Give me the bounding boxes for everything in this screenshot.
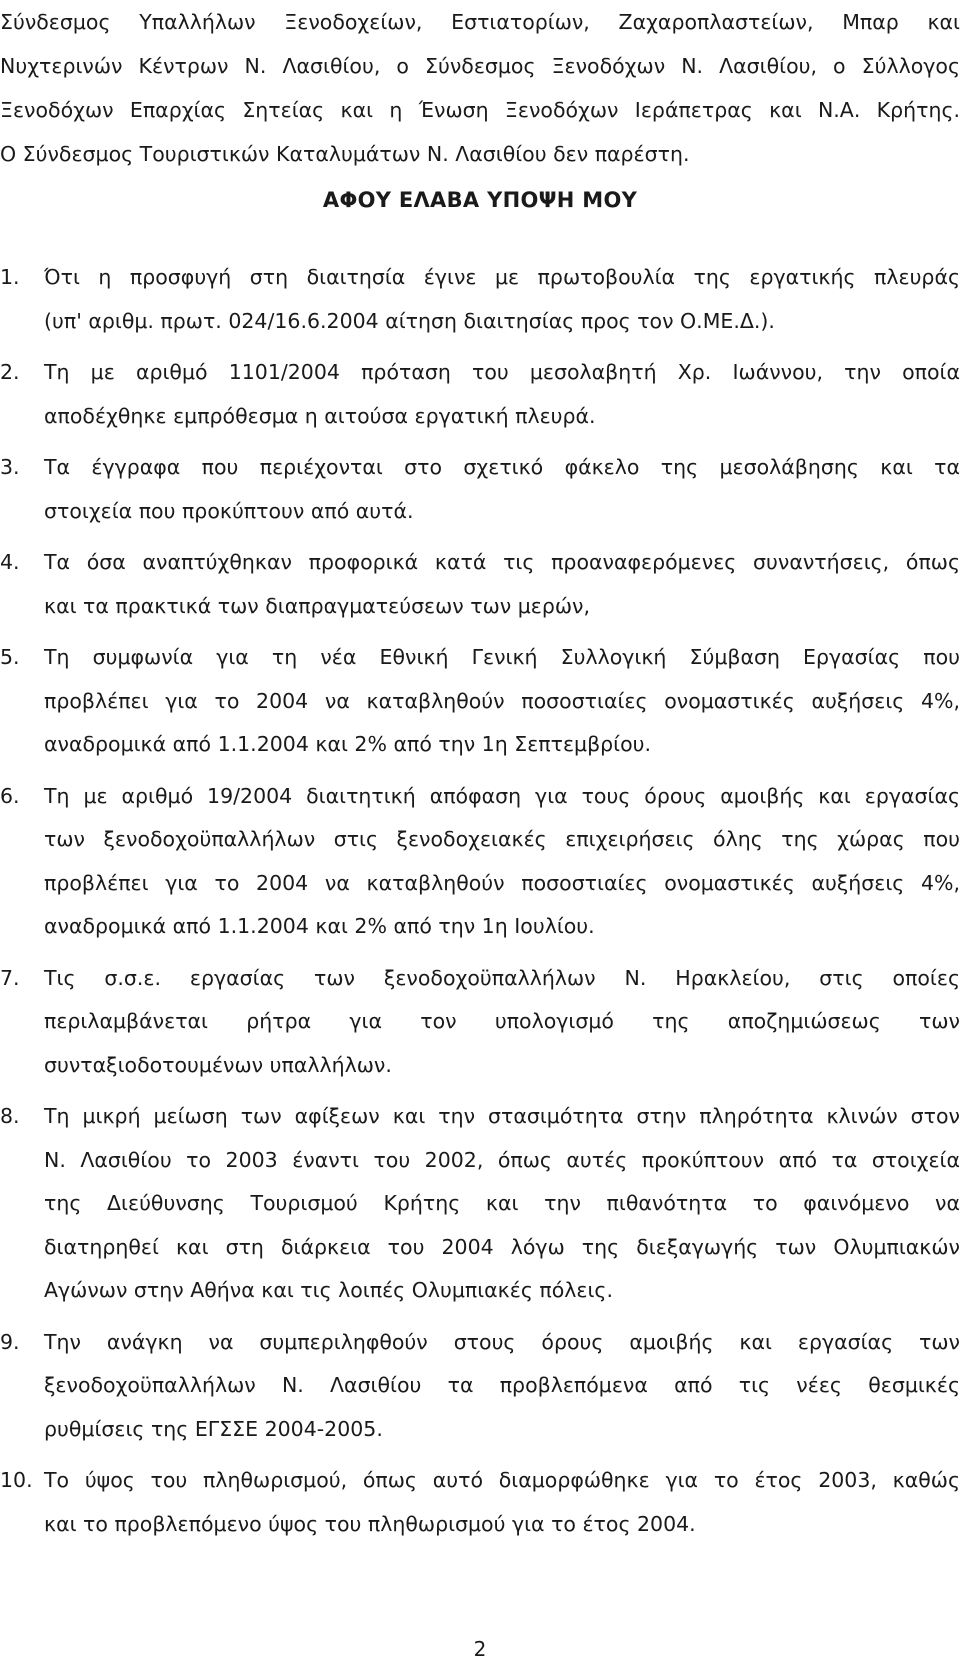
list-item-line: Τη με αριθμό 19/2004 διαιτητική απόφαση για τους όρους αμοιβής και εργασίας bbox=[44, 783, 960, 808]
list-item-line: Τις σ.σ.ε. εργασίας των ξενοδοχοϋπαλλήλων Ν. Ηρακλείου, στις οποίες bbox=[44, 965, 960, 990]
list-item-text bbox=[44, 541, 960, 628]
list-item-text bbox=[44, 957, 960, 1088]
intro-paragraph bbox=[0, 0, 960, 176]
list-item-text bbox=[44, 1459, 960, 1546]
list-item-line: Ν. Λασιθίου το 2003 έναντι του 2002, όπως αυτές προκύπτουν από τα στοιχεία bbox=[44, 1147, 960, 1172]
list-item-text bbox=[44, 1095, 960, 1313]
list-item-line: αναδρομικά από 1.1.2004 και 2% από την 1η Σεπτεμβρίου. bbox=[44, 732, 652, 756]
list-item-line: και το προβλεπόμενο ύψος του πληθωρισμού για το έτος 2004. bbox=[44, 1511, 696, 1536]
list-item-line: (υπ' αριθμ. πρωτ. 024/16.6.2004 αίτηση διαιτησίας προς τον Ο.ΜΕ.Δ.). bbox=[44, 308, 775, 333]
list-item-text bbox=[44, 446, 960, 533]
list-item-line: διατηρηθεί και στη διάρκεια του 2004 λόγω της διεξαγωγής των Ολυμπιακών bbox=[44, 1234, 960, 1259]
list-item-line: των ξενοδοχοϋπαλλήλων στις ξενοδοχειακές επιχειρήσεις όλης της χώρας που bbox=[44, 827, 960, 851]
intro-line: Σύνδεσμος Υπαλλήλων Ξενοδοχείων, Εστιατορίων, Ζαχαροπλαστείων, Μπαρ και bbox=[0, 10, 960, 34]
list-item-text bbox=[44, 636, 960, 767]
list-item-number: 4. bbox=[0, 550, 20, 574]
list-item-text bbox=[44, 1321, 960, 1452]
list-item-line: ξενοδοχοϋπαλλήλων Ν. Λασιθίου τα προβλεπόμενα από τις νέες θεσμικές bbox=[44, 1373, 960, 1397]
list-item-line: περιλαμβάνεται ρήτρα για τον υπολογισμό της αποζημιώσεως των bbox=[44, 1009, 960, 1033]
list-item-number: 7. bbox=[0, 965, 20, 990]
list-item-line: Το ύψος του πληθωρισμού, όπως αυτό διαμορφώθηκε για το έτος 2003, καθώς bbox=[44, 1468, 960, 1492]
list-item-line: Τα έγγραφα που περιέχονται στο σχετικό φάκελο της μεσολάβησης και τα bbox=[44, 455, 960, 479]
list-item bbox=[0, 957, 960, 1088]
section-heading: ΑΦΟΥ ΕΛΑΒΑ ΥΠΟΨΗ ΜΟΥ bbox=[322, 188, 638, 212]
list-item bbox=[0, 256, 960, 343]
list-item bbox=[0, 775, 960, 949]
list-item-line: Τα όσα αναπτύχθηκαν προφορικά κατά τις προαναφερόμενες συναντήσεις, όπως bbox=[44, 550, 960, 574]
intro-line: Νυχτερινών Κέντρων Ν. Λασιθίου, ο Σύνδεσμος Ξενοδόχων Ν. Λασιθίου, ο Σύλλογος bbox=[0, 54, 960, 78]
list-item-line: Τη μικρή μείωση των αφίξεων και την στασιμότητα στην πληρότητα κλινών στον bbox=[44, 1104, 960, 1128]
numbered-list bbox=[0, 256, 960, 1546]
page-number: 2 bbox=[473, 1637, 487, 1661]
list-item bbox=[0, 636, 960, 767]
list-item-number: 5. bbox=[0, 645, 20, 669]
list-item-text bbox=[44, 351, 960, 438]
list-item-line: στοιχεία που προκύπτουν από αυτά. bbox=[44, 498, 414, 523]
list-item-number: 1. bbox=[0, 265, 20, 289]
list-item-number: 9. bbox=[0, 1329, 20, 1354]
list-item bbox=[0, 1321, 960, 1452]
list-item-number: 2. bbox=[0, 360, 20, 384]
list-item-line: Τη συμφωνία για τη νέα Εθνική Γενική Συλλογική Σύμβαση Εργασίας που bbox=[44, 645, 960, 669]
list-item bbox=[0, 1459, 960, 1546]
list-item-line: προβλέπει για το 2004 να καταβληθούν ποσοστιαίες ονομαστικές αυξήσεις 4%, bbox=[44, 688, 960, 713]
list-item bbox=[0, 1095, 960, 1313]
intro-line: Ο Σύνδεσμος Τουριστικών Καταλυμάτων Ν. Λασιθίου δεν παρέστη. bbox=[0, 142, 690, 166]
list-item-number: 8. bbox=[0, 1104, 20, 1128]
intro-line: Ξενοδόχων Επαρχίας Σητείας και η Ένωση Ξενοδόχων Ιεράπετρας και Ν.Α. Κρήτης. bbox=[0, 98, 960, 122]
list-item-line: Αγώνων στην Αθήνα και τις λοιπές Ολυμπιακές πόλεις. bbox=[44, 1278, 613, 1302]
list-item bbox=[0, 541, 960, 628]
list-item-line: Τη με αριθμό 1101/2004 πρόταση του μεσολαβητή Χρ. Ιωάννου, την οποία bbox=[44, 360, 960, 384]
list-item-line: συνταξιοδοτουμένων υπαλλήλων. bbox=[44, 1052, 392, 1077]
list-item-number: 3. bbox=[0, 455, 20, 479]
list-item-line: της Διεύθυνσης Τουρισμού Κρήτης και την πιθανότητα το φαινόμενο να bbox=[44, 1191, 960, 1215]
list-item-text bbox=[44, 775, 960, 949]
list-item-line: Ότι η προσφυγή στη διαιτησία έγινε με πρωτοβουλία της εργατικής πλευράς bbox=[44, 265, 960, 289]
list-item-number: 6. bbox=[0, 783, 20, 808]
list-item-line: αναδρομικά από 1.1.2004 και 2% από την 1η Ιουλίου. bbox=[44, 914, 595, 938]
list-item-number: 10. bbox=[0, 1468, 33, 1492]
list-item bbox=[0, 351, 960, 438]
list-item-line: προβλέπει για το 2004 να καταβληθούν ποσοστιαίες ονομαστικές αυξήσεις 4%, bbox=[44, 870, 960, 895]
list-item-line: Την ανάγκη να συμπεριληφθούν στους όρους αμοιβής και εργασίας των bbox=[44, 1329, 960, 1354]
list-item-line: και τα πρακτικά των διαπραγματεύσεων των μερών, bbox=[44, 593, 591, 618]
list-item-line: αποδέχθηκε εμπρόθεσμα η αιτούσα εργατική πλευρά. bbox=[44, 403, 596, 428]
list-item-text bbox=[44, 256, 960, 343]
list-item-line: ρυθμίσεις της ΕΓΣΣΕ 2004-2005. bbox=[44, 1416, 383, 1441]
list-item bbox=[0, 446, 960, 533]
